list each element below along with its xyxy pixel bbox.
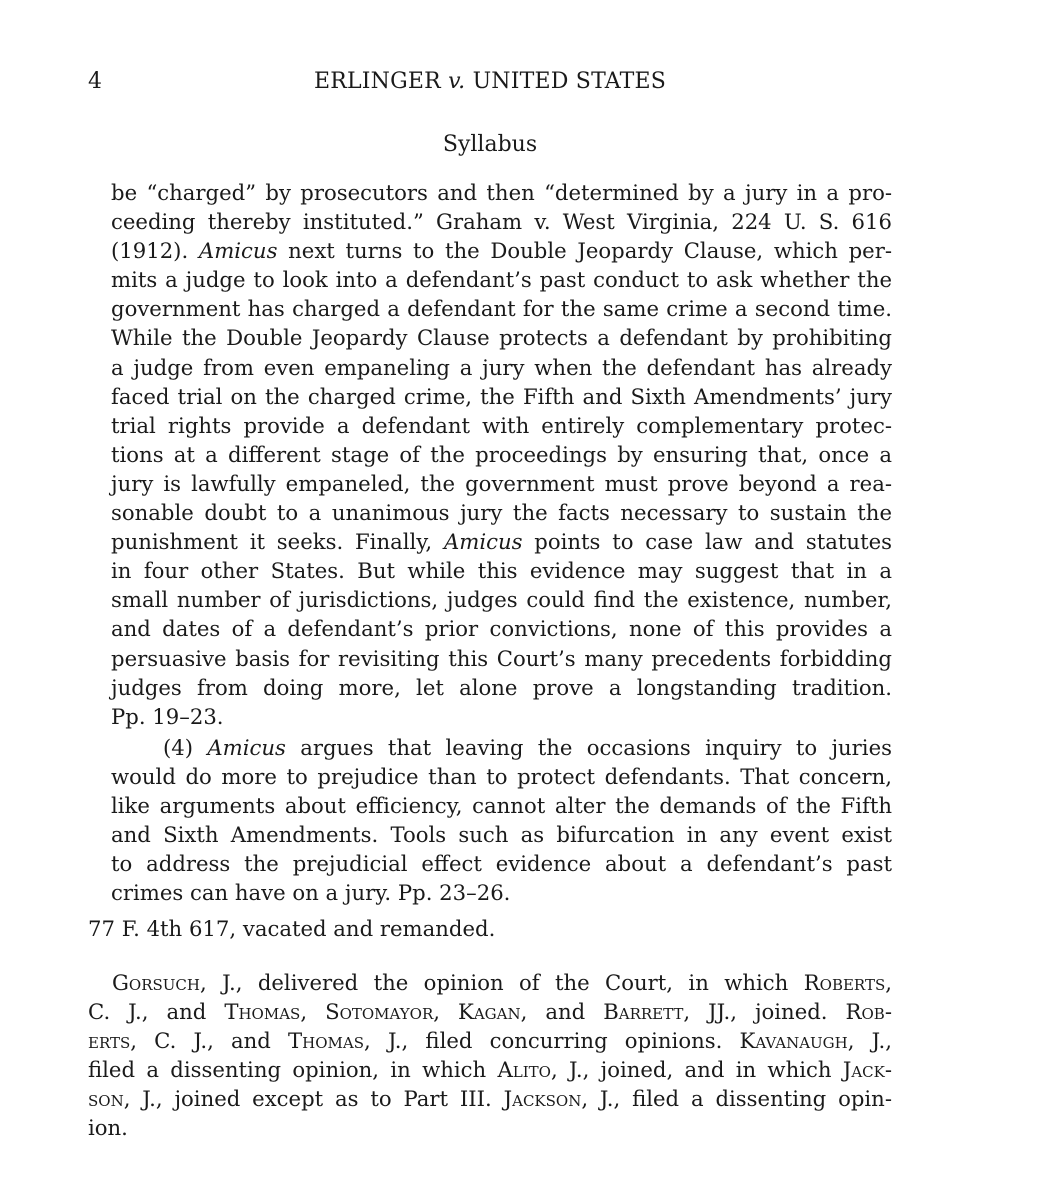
justice-name: Kavanaugh: [739, 1028, 848, 1054]
justice-name: Sotomayor: [325, 999, 434, 1025]
case-title-petitioner: ERLINGER: [313, 69, 441, 94]
text-line: sonable doubt to a unanimous jury the facts necessary to sustain the: [111, 500, 892, 526]
text-line: persuasive basis for revisiting this Court’s many precedents forbidding: [111, 645, 892, 671]
text-line: government has charged a defendant for the same crime a second time.: [111, 296, 892, 322]
case-title-respondent: UNITED STATES: [472, 69, 667, 94]
text-segment: , JJ., joined.: [683, 999, 846, 1025]
text-segment: , C. J., and: [130, 1028, 289, 1054]
text-segment: points to case law and statutes: [522, 529, 892, 555]
text-segment: , J., joined except as to Part III.: [123, 1086, 504, 1112]
italic-term: Amicus: [207, 735, 286, 760]
text-segment: , J., joined, and in which: [550, 1057, 843, 1083]
text-segment: ,: [300, 999, 326, 1025]
justice-name: Alito: [497, 1057, 551, 1083]
justice-name: Thomas: [288, 1028, 365, 1054]
justice-name: Jack-: [842, 1057, 892, 1083]
paragraph-4: [111, 733, 892, 908]
justice-name: son: [88, 1086, 124, 1112]
justice-name: Barrett: [603, 999, 684, 1025]
text-line: [111, 733, 892, 762]
text-segment: ,: [433, 999, 458, 1025]
text-line: and Sixth Amendments. Tools such as bifurcation in any event exist: [111, 822, 892, 848]
text-line: trial rights provide a defendant with entirely complementary protec-: [111, 412, 892, 438]
text-line: [88, 968, 892, 997]
syllabus-paragraph: [111, 178, 892, 731]
justice-name: Roberts: [803, 970, 886, 995]
text-line: [88, 1026, 892, 1055]
text-line: and dates of a defendant’s prior convictions, none of this provides a: [111, 616, 892, 642]
text-line: [88, 1055, 892, 1084]
text-line: small number of jurisdictions, judges could find the existence, number,: [111, 587, 892, 613]
text-line: [88, 1084, 892, 1113]
text-segment: ,: [885, 970, 892, 995]
text-segment: , J., filed concurring opinions.: [364, 1028, 740, 1054]
text-segment: punishment it seeks. Finally,: [111, 529, 444, 555]
text-line: mits a judge to look into a defendant’s past conduct to ask whether the: [111, 267, 892, 293]
text-segment: filed a dissenting opinion, in which: [88, 1057, 498, 1083]
justice-name: erts: [88, 1028, 131, 1054]
text-segment: , and: [520, 999, 604, 1025]
text-line: to address the prejudicial effect evidence about a defendant’s past: [111, 851, 892, 877]
text-segment: , J.,: [847, 1028, 892, 1054]
page-reference: Pp. 19–23.: [111, 703, 224, 729]
text-line: jury is lawfully empaneled, the government must prove beyond a rea-: [111, 470, 892, 496]
disposition: 77 F. 4th 617, vacated and remanded.: [88, 916, 496, 941]
text-line: crimes can have on a jury. Pp. 23–26.: [111, 880, 511, 906]
text-line: judges from doing more, let alone prove a longstanding tradition.: [111, 674, 892, 700]
case-title: [88, 66, 892, 98]
paragraph-number: (4): [163, 735, 208, 760]
text-line: ceeding thereby instituted.” Graham v. West Virginia, 224 U. S. 616: [111, 209, 892, 235]
running-head: [88, 66, 892, 98]
italic-term: Amicus: [198, 238, 278, 264]
page-number: 4: [88, 69, 102, 94]
text-segment: next turns to the Double Jeopardy Clause, which per-: [277, 238, 892, 264]
justice-name: Gorsuch: [112, 970, 200, 995]
text-line: [111, 236, 892, 265]
section-label: Syllabus: [442, 132, 538, 157]
text-line: [111, 527, 892, 556]
text-line: faced trial on the charged crime, the Fifth and Sixth Amendments’ jury: [111, 383, 892, 409]
text-line: While the Double Jeopardy Clause protects a defendant by prohibiting: [111, 325, 892, 351]
justice-name: Jackson: [503, 1086, 582, 1112]
text-segment: , J., delivered the opinion of the Court, in which: [200, 970, 804, 995]
text-line: in four other States. But while this evidence may suggest that in a: [111, 558, 892, 584]
text-segment: , J., filed a dissenting opin-: [581, 1086, 892, 1112]
text-line: tions at a different stage of the proceedings by ensuring that, once a: [111, 441, 892, 467]
text-line: would do more to prejudice than to protect defendants. That concern,: [111, 764, 892, 790]
text-line: a judge from even empaneling a jury when the defendant has already: [111, 354, 892, 380]
text-segment: C. J., and: [88, 999, 225, 1025]
justice-name: Thomas: [224, 999, 301, 1025]
case-title-versus: v.: [448, 69, 466, 94]
text-line: [88, 997, 892, 1026]
text-line: like arguments about efficiency, cannot alter the demands of the Fifth: [111, 793, 892, 819]
justice-name: Rob-: [845, 999, 892, 1025]
justice-name: Kagan: [458, 999, 521, 1025]
opinion-summary: [88, 968, 892, 1143]
italic-term: Amicus: [443, 529, 523, 555]
text-segment: argues that leaving the occasions inquiry to juries: [285, 735, 892, 760]
text-line: be “charged” by prosecutors and then “determined by a jury in a pro-: [111, 180, 892, 205]
text-segment: (1912).: [111, 238, 199, 264]
text-line: ion.: [88, 1115, 128, 1141]
